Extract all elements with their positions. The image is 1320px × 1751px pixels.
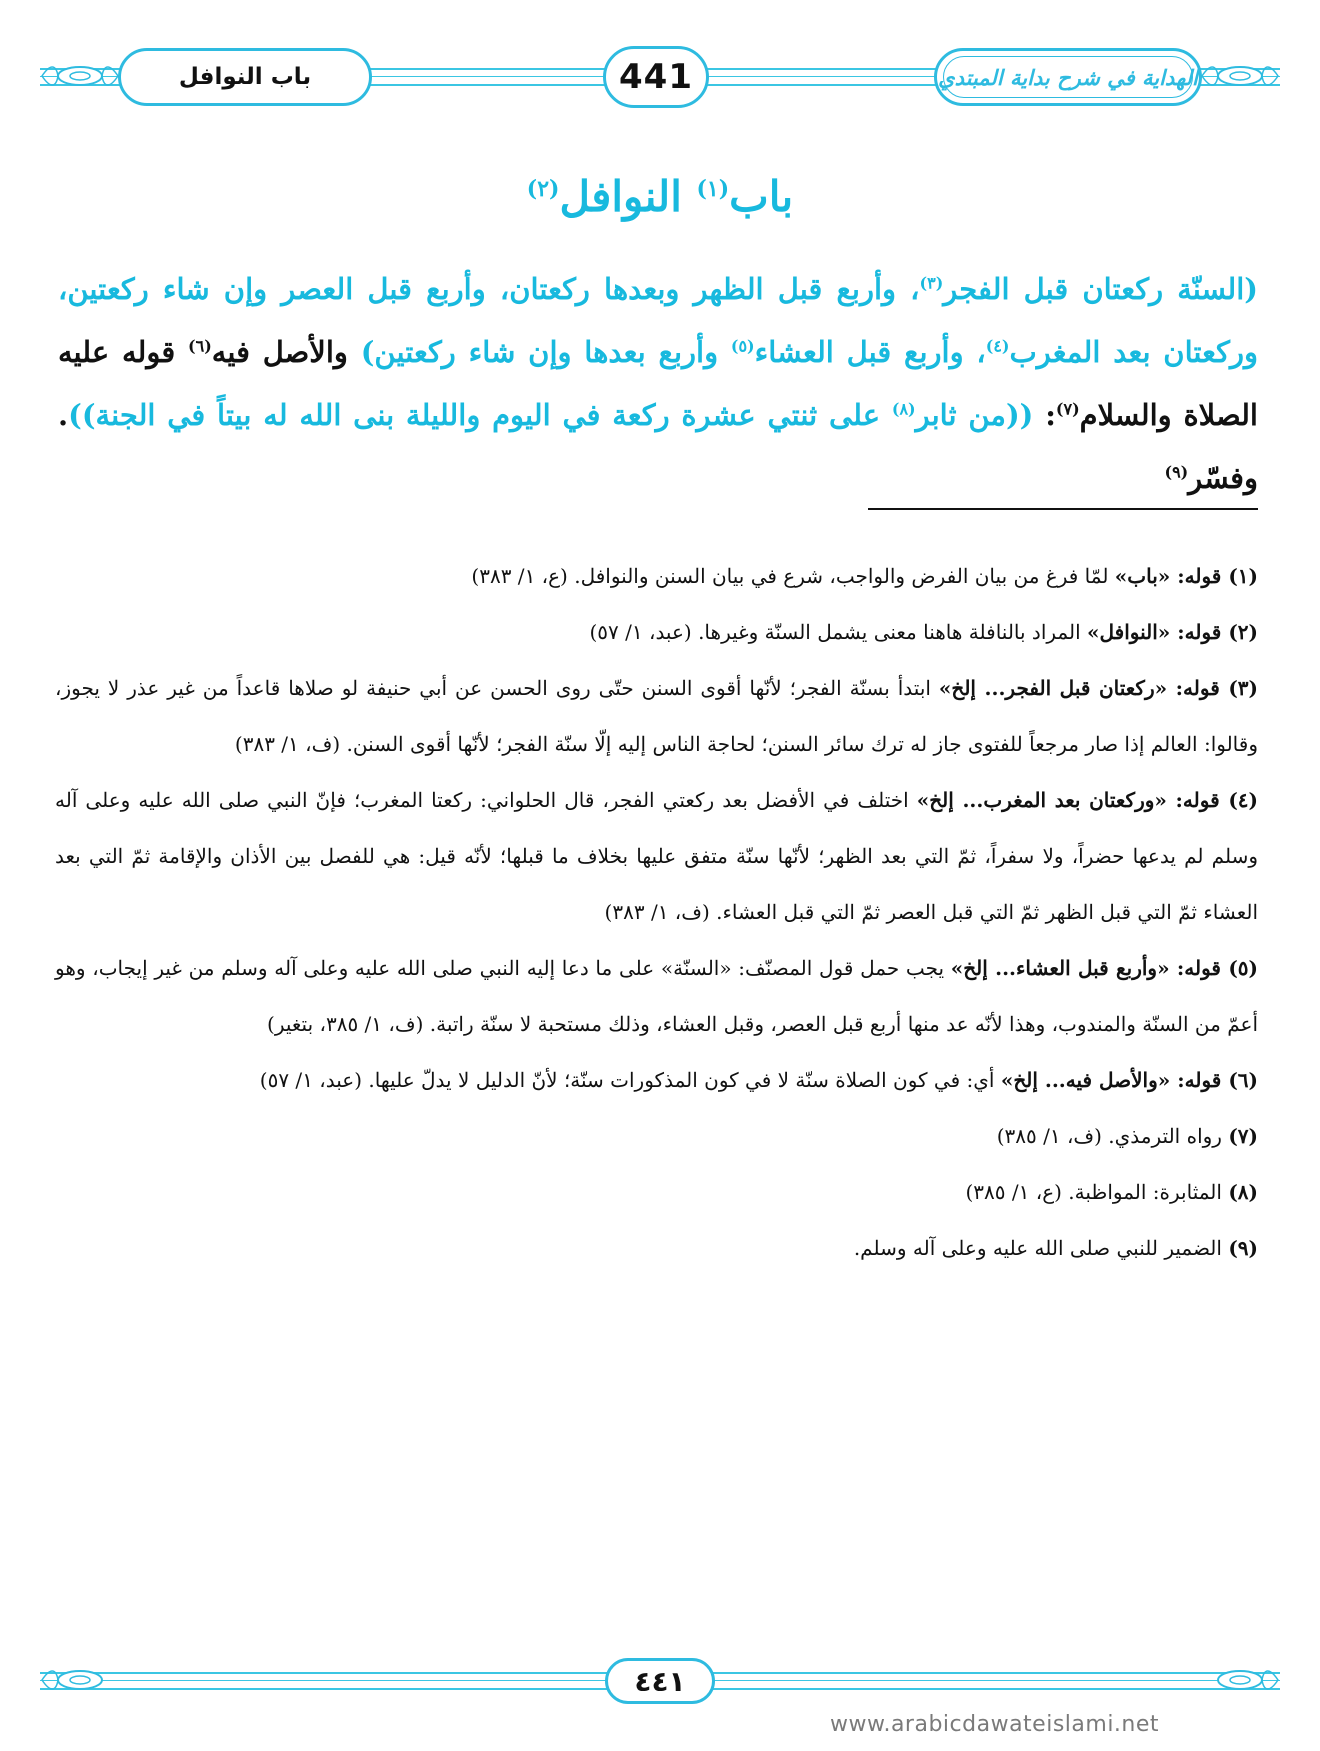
commentary-text: قوله عليه الصلاة والسلام [58,335,1258,432]
left-ornament-icon [40,58,120,94]
footnote-8 [55,1164,1258,1220]
hadith-text: على ثنتي عشرة ركعة في اليوم والليلة بنى الله له بيتاً في الجنة)) [68,398,892,432]
footnote-ref-1[interactable]: (١) [696,176,730,202]
footnote-ref-4[interactable]: (٤) [985,336,1010,356]
footnote-number: (٧) [1228,1124,1258,1148]
footnote-4 [55,772,1258,940]
page-number: 441 [619,57,693,97]
footnote-2 [55,604,1258,660]
footnote-text: يجب حمل قول المصنّف: «السنّة» على ما دعا إليه النبي صلى الله عليه وعلى آله وسلم من غير إيجاب، وهو أعمّ من السنّة والمندوب، وهذا لأنّه عد منها أربع قبل العصر، وقبل العشاء، وذلك مستحبة لا سنّة راتبة. (ف، ١/ ٣٨٥، بتغير) [55,956,1258,1036]
footnotes [55,548,1258,1276]
footer-page-number: ٤٤١ [634,1664,686,1698]
footnote-text: اختلف في الأفضل بعد ركعتي الفجر، قال الحلواني: ركعتا المغرب؛ فإنّ النبي صلى الله عليه وعلى آله وسلم لم يدعها حضراً، ولا سفراً، ثمّ التي بعد الظهر؛ لأنّها سنّة متفق عليها بخلاف ما قبلها؛ لأنّه قيل: هي للفصل بين الأذان والإقامة ثمّ التي بعد العشاء ثمّ التي قبل الظهر ثمّ التي قبل العصر ثمّ التي قبل العشاء. (ف، ١/ ٣٨٣) [55,788,1258,924]
commentary-text: : [1033,398,1056,432]
footnote-number: (٦) [1228,1068,1258,1092]
footer-right-ornament-icon [1200,1662,1280,1698]
footnote-ref-2[interactable]: (٢) [526,176,560,202]
section-title-word-1: باب [729,172,794,221]
page-number-frame [603,46,709,108]
footnote-lead: قوله: [1167,676,1229,700]
footnote-quote: «وركعتان بعد المغرب... إلخ» [916,788,1167,812]
footnote-ref-6[interactable]: (٦) [188,336,212,356]
website-link[interactable]: www.arabicdawateislami.net [830,1712,1160,1737]
footnote-ref-7[interactable]: (٧) [1055,399,1080,419]
footnote-6 [55,1052,1258,1108]
footnote-lead: قوله: [1170,564,1229,588]
footnote-number: (٢) [1228,620,1258,644]
footnote-number: (٣) [1228,676,1258,700]
footnote-number: (١) [1228,564,1258,588]
footnote-lead: قوله: [1166,788,1229,812]
footnote-text: المثابرة: المواظبة. (ع، ١/ ٣٨٥) [965,1180,1229,1204]
footnote-separator [868,508,1258,510]
footnote-number: (٨) [1228,1180,1258,1204]
footnote-text: لمّا فرغ من بيان الفرض والواجب، شرع في بيان السنن والنوافل. (ع، ١/ ٣٨٣) [471,564,1115,588]
hadith-text: ((من ثابر [915,398,1034,432]
footnote-lead: قوله: [1170,620,1229,644]
commentary-text: والأصل فيه [211,335,361,369]
right-ornament-icon [1200,58,1280,94]
chapter-title-frame [118,48,372,106]
footnote-number: (٥) [1228,956,1258,980]
matn-text: (السنّة ركعتان قبل الفجر [943,272,1258,306]
matn-text: ، وأربع قبل العشاء [754,335,986,369]
footnote-lead: قوله: [1170,1068,1229,1092]
footnote-text: ابتدأ بسنّة الفجر؛ لأنّها أقوى السنن حتّى روى الحسن عن أبي حنيفة لو صلاها قاعداً من غير عذر لا يجوز، وقالوا: العالم إذا صار مرجعاً للفتوى جاز له ترك سائر السنن؛ لحاجة الناس إليه إلّا سنّة الفجر؛ لأنّها أقوى السنن. (ف، ١/ ٣٨٣) [55,676,1258,756]
section-title-word-2: النوافل [559,172,682,221]
footnote-number: (٤) [1228,788,1258,812]
book-title: الهداية في شرح بداية المبتدي [938,64,1198,90]
footnote-text: رواه الترمذي. (ف، ١/ ٣٨٥) [996,1124,1229,1148]
footnote-quote: «النوافل» [1087,620,1171,644]
footer-page-number-frame [605,1658,715,1704]
footnote-quote: «وأربع قبل العشاء... إلخ» [950,956,1170,980]
footnote-lead: قوله: [1169,956,1229,980]
matn-text: ، وأربع قبل الظهر وبعدها ركعتان، وأربع قبل العصر وإن شاء ركعتين، وركعتان بعد المغرب [58,272,1258,369]
footnote-1 [55,548,1258,604]
footnote-quote: «ركعتان قبل الفجر... إلخ» [938,676,1168,700]
footnote-7 [55,1108,1258,1164]
main-text [58,258,1258,510]
commentary-text: . وفسّر [58,398,1258,495]
footnote-3 [55,660,1258,772]
footnote-ref-8[interactable]: (٨) [891,399,916,419]
chapter-title: باب النوافل [178,64,312,90]
footnote-9 [55,1220,1258,1276]
footnote-ref-9[interactable]: (٩) [1164,462,1189,482]
footnote-ref-5[interactable]: (٥) [730,336,755,356]
footnote-ref-3[interactable]: (٣) [919,273,944,293]
section-title [0,172,1320,221]
footnote-text: الضمير للنبي صلى الله عليه وعلى آله وسلم. [853,1236,1229,1260]
footnote-quote: «باب» [1114,564,1171,588]
footnote-text: المراد بالنافلة هاهنا معنى يشمل السنّة وغيرها. (عبد، ١/ ٥٧) [589,620,1087,644]
footer-left-ornament-icon [40,1662,120,1698]
footnote-5 [55,940,1258,1052]
footnote-number: (٩) [1228,1236,1258,1260]
book-title-frame [934,48,1202,106]
footnote-quote: «والأصل فيه... إلخ» [1000,1068,1171,1092]
matn-text: وأربع بعدها وإن شاء ركعتين) [360,335,731,369]
footnote-text: أي: في كون الصلاة سنّة لا في كون المذكورات سنّة؛ لأنّ الدليل لا يدلّ عليها. (عبد، ١/ ٥٧) [259,1068,1001,1092]
